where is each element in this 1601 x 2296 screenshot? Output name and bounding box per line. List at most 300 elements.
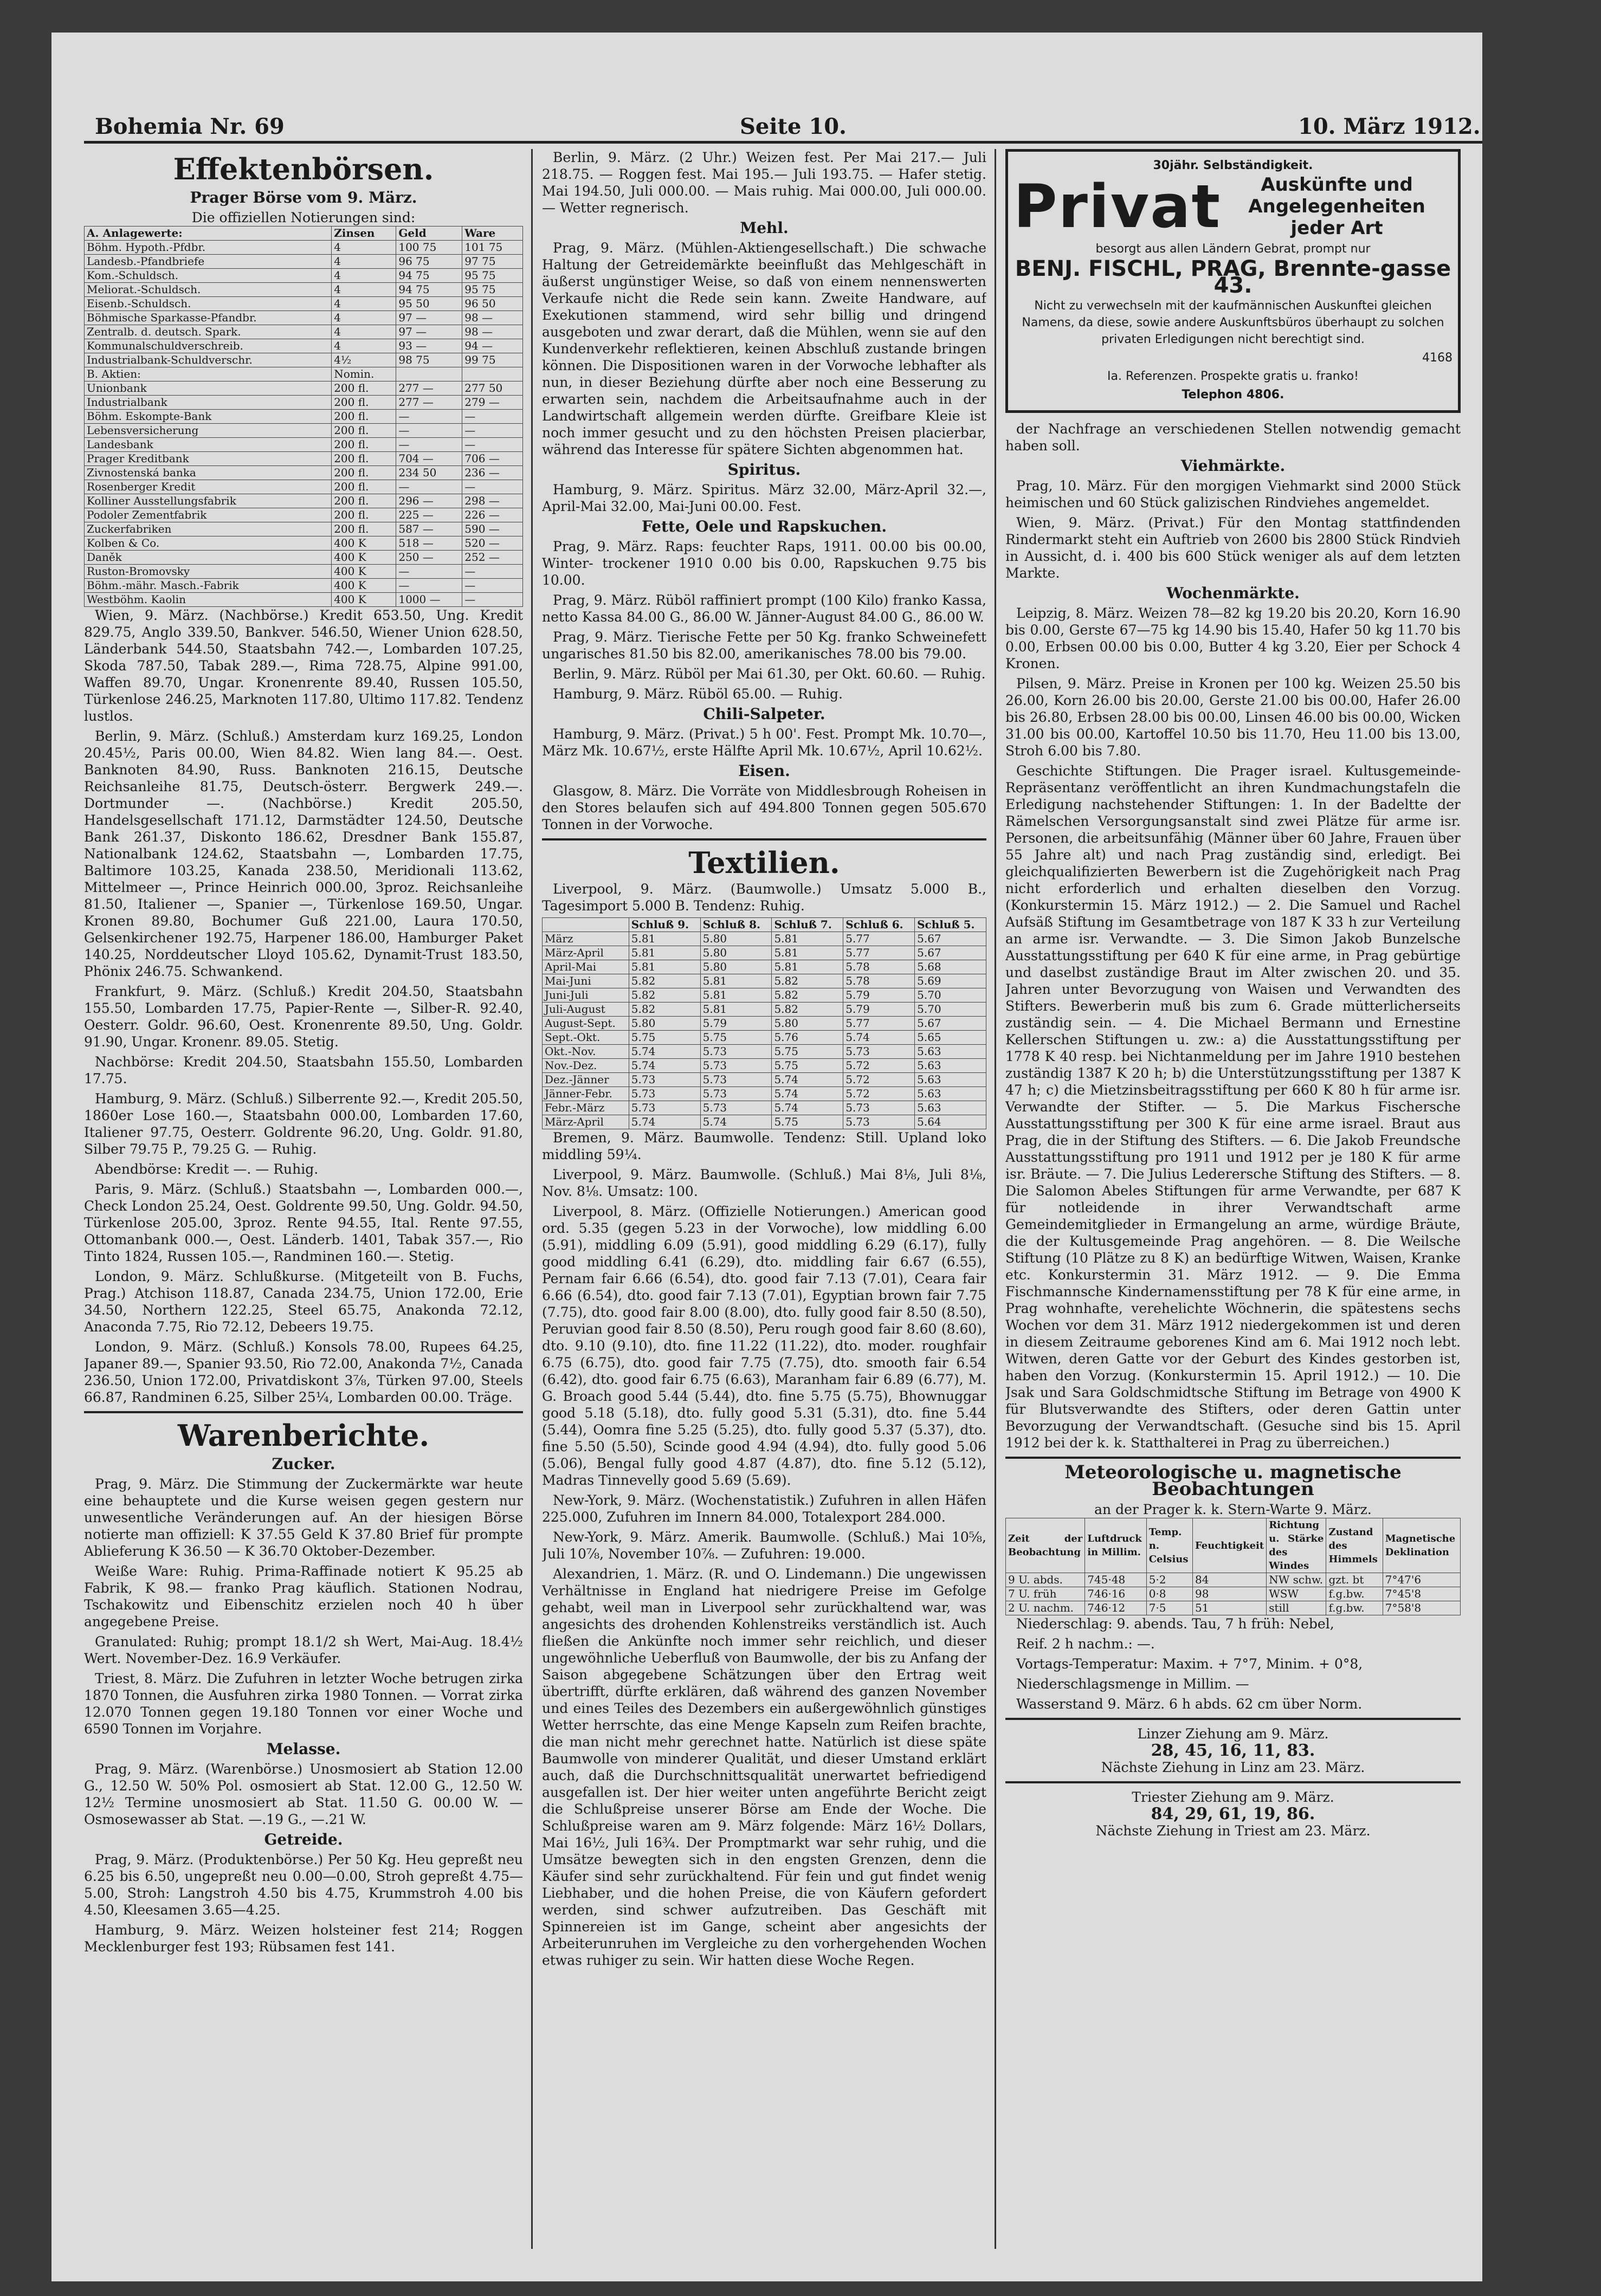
table-cell: — bbox=[462, 593, 523, 607]
table-cell: 200 fl. bbox=[332, 522, 396, 536]
subsection-spirits: Spiritus. bbox=[727, 461, 801, 478]
table-cell: 298 — bbox=[462, 494, 523, 508]
table-row bbox=[85, 579, 523, 593]
table-cell: 1000 — bbox=[396, 593, 462, 607]
table-cell: 7·5 bbox=[1146, 1601, 1192, 1615]
table-cell: 5.81 bbox=[700, 974, 772, 988]
table-cell: 5.63 bbox=[915, 1059, 986, 1073]
table-cell: 704 — bbox=[396, 452, 462, 466]
table-cell: 5.73 bbox=[700, 1045, 772, 1059]
table-row bbox=[85, 410, 523, 424]
table-cell: 5.75 bbox=[700, 1031, 772, 1045]
table-cell: 520 — bbox=[462, 536, 523, 551]
table-cell: 5.74 bbox=[843, 1031, 915, 1045]
paragraph: Glasgow, 8. März. Die Vorräte von Middlesbrough Roheisen in den Stores belaufen sich auf 494.800 Tonnen gegen 505.670 Tonnen in der Vorwoche. bbox=[542, 783, 986, 832]
table-cell: 4 bbox=[332, 339, 396, 353]
table-cell: 5.79 bbox=[700, 1017, 772, 1031]
table-cell: 4 bbox=[332, 241, 396, 255]
table-cell: Nov.-Dez. bbox=[543, 1059, 629, 1073]
table-cell: 400 K bbox=[332, 579, 396, 593]
table-cell: 5.73 bbox=[700, 1059, 772, 1073]
table-cell bbox=[462, 367, 523, 381]
table-header-cell: Schluß 5. bbox=[915, 918, 986, 932]
table-cell: 5.75 bbox=[772, 1059, 843, 1073]
table-cell: — bbox=[396, 579, 462, 593]
table-cell: 279 — bbox=[462, 396, 523, 410]
subsection-weekly-markets: Wochenmärkte. bbox=[1166, 584, 1300, 602]
table-cell: — bbox=[462, 480, 523, 494]
table-cell: August-Sept. bbox=[543, 1017, 629, 1031]
table-cell: 5.63 bbox=[915, 1101, 986, 1115]
paragraph: New-York, 9. März. (Wochenstatistik.) Zufuhren in allen Häfen 225.000, Zufuhren im Innern 84.000, Totalexport 284.000. bbox=[542, 1492, 986, 1525]
table-cell: 587 — bbox=[396, 522, 462, 536]
paragraph: Vortags-Temperatur: Maxim. + 7°7, Minim. + 0°8, bbox=[1016, 1656, 1363, 1672]
table-cell: WSW bbox=[1267, 1587, 1326, 1601]
header-rule bbox=[84, 141, 1482, 144]
table-cell: Mai-Juni bbox=[543, 974, 629, 988]
table-cell: Industrialbank-Schuldverschr. bbox=[85, 353, 332, 367]
table-row bbox=[85, 466, 523, 480]
table-cell: 5.73 bbox=[700, 1087, 772, 1101]
table-header-cell: Luftdruck in Millim. bbox=[1085, 1518, 1146, 1573]
table-header-cell: Zinsen bbox=[332, 227, 396, 241]
table-cell: 5.77 bbox=[843, 946, 915, 960]
table-row bbox=[85, 396, 523, 410]
table-cell: 5.72 bbox=[843, 1059, 915, 1073]
section-title-weather: Meteorologische u. magnetische Beobachtungen bbox=[1064, 1461, 1402, 1500]
paragraph: Alexandrien, 1. März. (R. und O. Lindemann.) Die ungewissen Verhältnisse in England hat niedrigere Preise im Gefolge gehabt, weil man in Liverpool sehr zurückhaltend war, was angesichts des drohenden Kohlenstreiks verständlich ist. Auch fließen die Ankünfte noch immer sehr reichlich, und dieser ungewöhnliche Ueberfluß von Baumwolle, der bis zu Anfang der Saison abgegebene Schätzungen über den Ertrag weit übertrifft, dürfte erklären, daß während des ganzen November und eines Teiles des Dezembers ein außergewöhnlich günstiges Wetter herrschte, das eine Menge Kapseln zum Reifen brachte, die man nicht mehr gerechnet hatte. Natürlich ist diese späte Baumwolle von minderer Qualität, und dieser Umstand erklärt auch, daß die Durchschnittsqualität unerwartet befriedigend ausgefallen ist. Der hier weiter unten angeführte Bericht zeigt die Schlußpreise unserer Börse am Ende der Woche. Die Schlußpreise waren am 9. März folgende: März 16½ Dollars, Mai 16½, Juli 16¾. Der Promptmarkt war sehr ruhig, und die Umsätze bewegten sich in den engsten Grenzen, denn die Käufer sind sehr zurückhaltend. Für fein und gut findet wenig Liebhaber, und die hohen Preise, die von Käufern gefordert werden, sind schwer aufzutreiben. Das Geschäft mit Spinnereien ist im Gange, scheint aber angesichts der Arbeiterunruhen im Vergleiche zu den vorhergehenden Wochen etwas ruhiger zu sein. Wir hatten diese Woche Regen. bbox=[542, 1566, 986, 1968]
table-cell: — bbox=[462, 438, 523, 452]
table-cell: 200 fl. bbox=[332, 424, 396, 438]
cattle-reports bbox=[1005, 477, 1461, 581]
table-cell: 5.74 bbox=[629, 1115, 700, 1129]
table-header-cell: Schluß 8. bbox=[700, 918, 772, 932]
column-3 bbox=[1005, 149, 1461, 2249]
page-date: 10. März 1912. bbox=[1298, 114, 1481, 139]
advertisement-private-inquiries bbox=[1005, 149, 1461, 413]
table-cell: 5.81 bbox=[629, 932, 700, 946]
table-cell: Meliorat.-Schuldsch. bbox=[85, 283, 332, 297]
table-cell: 5.82 bbox=[772, 1003, 843, 1017]
table-header-cell: A. Anlagewerte: bbox=[85, 227, 332, 241]
table-cell: 236 — bbox=[462, 466, 523, 480]
table-cell: 5.80 bbox=[700, 932, 772, 946]
table-cell: 95 75 bbox=[462, 269, 523, 283]
table-cell: — bbox=[396, 424, 462, 438]
lottery-triest-next: Nächste Ziehung in Triest am 23. März. bbox=[1095, 1823, 1371, 1839]
table-cell: 5.73 bbox=[700, 1101, 772, 1115]
table-cell: Westböhm. Kaolin bbox=[85, 593, 332, 607]
table-cell: 4½ bbox=[332, 353, 396, 367]
paragraph: Wasserstand 9. März. 6 h abds. 62 cm über Norm. bbox=[1016, 1696, 1363, 1712]
table-row bbox=[85, 424, 523, 438]
table-row bbox=[543, 1087, 986, 1101]
table-row bbox=[85, 508, 523, 522]
table-cell: 5.67 bbox=[915, 946, 986, 960]
table-cell: 2 U. nachm. bbox=[1006, 1601, 1085, 1615]
table-cell: — bbox=[396, 565, 462, 579]
ad-telephone: Telephon 4806. bbox=[1182, 388, 1284, 402]
table-header-cell: Zeit der Beobachtung bbox=[1006, 1518, 1085, 1573]
paragraph: Granulated: Ruhig; prompt 18.1/2 sh Wert, Mai-Aug. 18.4½ Wert. November-Dez. 16.9 Verkäufer. bbox=[84, 1634, 523, 1666]
table-cell: 5.81 bbox=[772, 946, 843, 960]
paragraph: Hamburg, 9. März. (Schluß.) Silberrente 92.—, Kredit 205.50, 1860er Lose 160.—, Staatsbahn 000.00, Lombarden 17.60, Italiener 97.75, Oesterr. Goldrente 96.20, Ung. Goldr. 91.80, Silber 79.75 P., 79.25 G. — Ruhig. bbox=[84, 1091, 523, 1157]
table-cell: 518 — bbox=[396, 536, 462, 551]
table-cell: Kolben & Co. bbox=[85, 536, 332, 551]
table-cell: März-April bbox=[543, 946, 629, 960]
table-cell: — bbox=[396, 410, 462, 424]
table-cell: 98 75 bbox=[396, 353, 462, 367]
subsection-cattle: Viehmärkte. bbox=[1180, 457, 1286, 475]
divider bbox=[1005, 1781, 1461, 1783]
table-cell: 5.73 bbox=[843, 1045, 915, 1059]
table-cell: 5.73 bbox=[629, 1073, 700, 1087]
table-cell: 97 — bbox=[396, 311, 462, 325]
table-cell: 5.77 bbox=[843, 932, 915, 946]
column-2 bbox=[542, 149, 986, 2249]
table-cell: 5.73 bbox=[843, 1101, 915, 1115]
table-row bbox=[85, 255, 523, 269]
table-cell: 5.81 bbox=[700, 988, 772, 1003]
table-cell: 225 — bbox=[396, 508, 462, 522]
cotton-reports bbox=[542, 1129, 986, 1969]
table-cell: März bbox=[543, 932, 629, 946]
cotton-table bbox=[542, 917, 986, 1129]
table-cell: 590 — bbox=[462, 522, 523, 536]
table-header-cell: Temp. n. Celsius bbox=[1146, 1518, 1192, 1573]
paragraph: Abendbörse: Kredit —. — Ruhig. bbox=[95, 1161, 319, 1177]
table-cell: 400 K bbox=[332, 551, 396, 565]
table-cell: 5.81 bbox=[700, 1003, 772, 1017]
table-row bbox=[1006, 1601, 1461, 1615]
paragraph: Paris, 9. März. (Schluß.) Staatsbahn —, Lombarden 000.—, Check London 25.24, Oest. Goldrente 99.50, Ung. Goldr. 94.50, Türkenlose 205.00, 3proz. Rente 94.55, Ital. Rente 97.55, Ottomanbank 000.—, Oest. Länderb. 1401, Tabak 357.—, Rio Tinto 1824, Russen 105.—, Randminen 160.—. Stetig. bbox=[84, 1181, 523, 1264]
table-cell: 200 fl. bbox=[332, 466, 396, 480]
grain-reports bbox=[84, 1851, 523, 1955]
table-cell: 0·8 bbox=[1146, 1587, 1192, 1601]
table-cell: 5.80 bbox=[700, 960, 772, 974]
table-cell: 200 fl. bbox=[332, 396, 396, 410]
table-row bbox=[85, 311, 523, 325]
table-row bbox=[85, 339, 523, 353]
paragraph: Prag, 9. März. Die Stimmung der Zuckermärkte war heute eine behauptete und die Kurse weisen gegen gestern nur unwesentliche Veränderungen auf. An der hiesigen Börse notierte man offiziell: K 37.55 Geld K 37.80 Brief für prompte Ablieferung K 36.50 — K 36.70 Oktober-Dezember. bbox=[84, 1476, 523, 1559]
table-cell: 5.81 bbox=[629, 946, 700, 960]
table-cell: 746·12 bbox=[1085, 1601, 1146, 1615]
table-cell: Prager Kreditbank bbox=[85, 452, 332, 466]
table-cell: 7°47'6 bbox=[1383, 1573, 1460, 1587]
table-cell: 5.76 bbox=[772, 1031, 843, 1045]
table-cell: Zivnostenská banka bbox=[85, 466, 332, 480]
stock-table bbox=[84, 226, 523, 607]
table-cell: 745·48 bbox=[1085, 1573, 1146, 1587]
table-cell: 5.63 bbox=[915, 1045, 986, 1059]
table-cell: Kom.-Schuldsch. bbox=[85, 269, 332, 283]
paragraph: Pilsen, 9. März. Preise in Kronen per 100 kg. Weizen 25.50 bis 26.00, Korn 26.00 bis 20.00, Gerste 21.00 bis 00.00, Hafer 26.00 bis 26.80, Erbsen 28.00 bis 00.00, Linsen 46.00 bis 00.00, Wicken 31.00 bis 00.00, Kartoffel 10.50 bis 11.70, Heu 11.00 bis 13.00, Stroh 6.00 bis 7.80. bbox=[1005, 676, 1461, 759]
column-1 bbox=[84, 149, 523, 2249]
ad-tagline: 30jähr. Selbständigkeit. bbox=[1153, 159, 1313, 172]
table-cell: 5·2 bbox=[1146, 1573, 1192, 1587]
table-cell: 5.69 bbox=[915, 974, 986, 988]
table-cell: — bbox=[462, 424, 523, 438]
paragraph: Weiße Ware: Ruhig. Prima-Raffinade notiert K 95.25 ab Fabrik, K 98.— franko Prag käuflich. Stationen Nodrau, Tschakowitz und Eibenschitz erzielen noch 40 h über angegebene Preise. bbox=[84, 1563, 523, 1629]
table-header-cell: Schluß 6. bbox=[843, 918, 915, 932]
table-cell: 400 K bbox=[332, 565, 396, 579]
paragraph: Berlin, 9. März. Rüböl per Mai 61.30, per Okt. 60.60. — Ruhig. bbox=[553, 666, 986, 682]
table-header-cell: Geld bbox=[396, 227, 462, 241]
stock-reports bbox=[84, 607, 523, 1406]
paragraph: Geschichte Stiftungen. Die Prager israel. Kultusgemeinde-Repräsentanz veröffentlicht an ihren Kundmachungstafeln die Erledigung nachstehender Stiftungen: 1. In der Badeltte der Rämelschen Versorgungsanstalt sind zwei Plätze für arme isr. Personen, die arbeitsunfähig (Männer über 60 Jahre, Frauen über 55 Jahre alt) und nach Prag zuständig sind, erledigt. Bei gleichqualifizierten Bewerbern ist die Zugehörigkeit nach Prag nicht erforderlich und erhalten dieselben den Vorzug. (Konkurstermin 15. März 1912.) — 2. Die Samuel und Rachel Aufsäß Stiftung im Gesamtbetrage von 187 K 33 h zur Verteilung an arme isr. Verwandte. — 3. Die Simon Jakob Bunzelsche Ausstattungsstiftung per 640 K für eine arme, in Prag gebürtige und daselbst zuständige Braut im Alter zwischen 20. und 35. Jahren unter Bevorzugung von Waisen und Verwandten des Stifters. Bewerberin muß bis zum 6. Grade mütterlicherseits zuständig sein. — 4. Die Michael Bermann und Ernestine Kellerschen Stiftungen u. zw.: a) die Ausstattungsstiftung per 1778 K 40 resp. bei Nichtanmeldung per im Jahre 1910 bestehen zuständig 1387 K 20 h; b) die Unterstützungsstiftung per 1387 K 47 h; c) die Mietzinsbeitragsstiftung per 660 K 80 h für arme isr. Verwandte der Stifter. — 5. Die Markus Fischersche Ausstattungsstiftung per 300 K für eine arme israel. Braut aus Prag, die in der Stiftung des Stifters. — 6. Die Jakob Freundsche Ausstattungsstiftung pro 1911 und 1912 per je 180 K für arme isr. Bräute. — 7. Die Julius Lederersche Stiftung des Stifters. — 8. Die Salomon Abeles Stiftungen für arme Verwandte, per 687 K für notleidende in ihrer Verwandtschaft arme Gemeindemitglieder in Ermangelung an arme, würdige Bräute, die der Kultusgemeinde Prag angehören. — 8. Die Weilsche Stiftung (10 Plätze zu 8 K) an bedürftige Witwen, Waisen, Kranke etc. Konkurstermin 31. März 1912. — 9. Die Emma Fischmannsche Kindernamensstiftung per 78 K für eine arme, in Prag wohnhafte, verehelichte Wöchnerin, die spätestens sechs Wochen vor dem 31. März 1912 niedergekommen ist und deren in diesem Zeitraume geborenes Kind am 6. Mai 1912 noch lebt. Witwen, deren Gatte vor der Geburt des Kindes gestorben ist, haben den Vorzug. (Konkurstermin 15. April 1912.) — 10. Die Jsak und Sara Goldschmidtsche Stiftung im Betrage von 4900 K für Blutsverwandte des Stifters, oder deren Gattin unter Bevorzugung der Verwandtschaft. (Gesuche sind bis 15. April 1912 bei der k. k. Statthalterei in Prag zu überreichen.) bbox=[1005, 763, 1461, 1451]
table-row bbox=[85, 283, 523, 297]
table-cell: 4 bbox=[332, 269, 396, 283]
paragraph: New-York, 9. März. Amerik. Baumwolle. (Schluß.) Mai 10⅝, Juli 10⅞, November 10⅞. — Zufuhren: 19.000. bbox=[542, 1529, 986, 1562]
table-cell: 5.64 bbox=[915, 1115, 986, 1129]
table-cell: 5.75 bbox=[772, 1045, 843, 1059]
table-cell bbox=[396, 367, 462, 381]
table-cell: 250 — bbox=[396, 551, 462, 565]
table-cell: 200 fl. bbox=[332, 508, 396, 522]
table-cell: 5.82 bbox=[772, 974, 843, 988]
table-cell: 400 K bbox=[332, 536, 396, 551]
table-cell: 5.81 bbox=[772, 960, 843, 974]
paragraph: Triest, 8. März. Die Zufuhren in letzter Woche betrugen zirka 1870 Tonnen, die Ausfuhren zirka 1980 Tonnen. — Vorrat zirka 12.070 Tonnen gegen 19.180 Tonnen vor einer Woche und 6590 Tonnen im Vorjahre. bbox=[84, 1671, 523, 1737]
table-cell: Nomin. bbox=[332, 367, 396, 381]
table-row bbox=[543, 1031, 986, 1045]
flour-reports bbox=[542, 240, 986, 458]
lottery-linz-numbers: 28, 45, 16, 11, 83. bbox=[1151, 1741, 1315, 1760]
molasses-reports bbox=[84, 1761, 523, 1828]
table-row bbox=[85, 353, 523, 367]
paragraph: Hamburg, 9. März. Weizen holsteiner fest 214; Roggen Mecklenburger fest 193; Rübsamen fest 141. bbox=[84, 1922, 523, 1955]
table-cell: 94 75 bbox=[396, 283, 462, 297]
table-cell: 5.74 bbox=[629, 1045, 700, 1059]
table-cell: 98 bbox=[1193, 1587, 1267, 1601]
table-cell: f.g.bw. bbox=[1326, 1587, 1383, 1601]
table-cell: 5.80 bbox=[629, 1017, 700, 1031]
table-row bbox=[543, 1059, 986, 1073]
divider bbox=[1005, 1457, 1461, 1459]
table-cell: Jänner-Febr. bbox=[543, 1087, 629, 1101]
table-cell: 706 — bbox=[462, 452, 523, 466]
table-cell: Unionbank bbox=[85, 381, 332, 396]
table-cell: Böhm.-mähr. Masch.-Fabrik bbox=[85, 579, 332, 593]
table-row bbox=[543, 1045, 986, 1059]
table-cell: — bbox=[462, 565, 523, 579]
continued-text bbox=[1005, 421, 1461, 454]
paragraph: Nachbörse: Kredit 204.50, Staatsbahn 155.50, Lombarden 17.75. bbox=[84, 1054, 523, 1086]
subsection-sugar: Zucker. bbox=[272, 1455, 335, 1473]
table-cell: — bbox=[462, 410, 523, 424]
table-cell: 5.77 bbox=[843, 1017, 915, 1031]
subsection-grain: Getreide. bbox=[264, 1831, 343, 1848]
table-cell: 200 fl. bbox=[332, 381, 396, 396]
table-row bbox=[1006, 1587, 1461, 1601]
paragraph: Bremen, 9. März. Baumwolle. Tendenz: Still. Upland loko middling 59¼. bbox=[542, 1130, 986, 1162]
table-cell: 98 — bbox=[462, 325, 523, 339]
table-cell: NW schw. bbox=[1267, 1573, 1326, 1587]
table-row bbox=[85, 522, 523, 536]
iron-reports bbox=[542, 782, 986, 833]
saltpeter-reports bbox=[542, 726, 986, 759]
paragraph: Prag, 9. März. (Mühlen-Aktiengesellschaft.) Die schwache Haltung der Getreidemärkte beeinflußt das Mehlgeschäft in äußerst ungünstiger Weise, so daß von einem nennenswerten Verkaufe nicht die Rede sein kann. Zweite Handware, auf Exekutionen stammend, wird sehr billig und dringend ausgeboten und zwar derart, daß die Mühlen, wenn sie auf den Kundenverkehr reflektieren, keinen Abschluß zustande bringen können. Die Dispositionen waren in der Vorwoche lebhafter als nun, in dieser Beziehung dürfte aber noch eine Besserung zu erwarten sein, nachdem die Arbeitsaufnahme auch in der Landwirtschaft allgemein werden dürfte. Greifbare Kleie ist noch immer gesucht und zu den höchsten Preisen placierbar, während das Interesse für spätere Sichten abgenommen hat. bbox=[542, 240, 986, 457]
table-cell: 5.75 bbox=[772, 1115, 843, 1129]
table-cell: 5.63 bbox=[915, 1073, 986, 1087]
table-cell: 5.75 bbox=[629, 1031, 700, 1045]
table-row bbox=[85, 536, 523, 551]
table-cell: f.g.bw. bbox=[1326, 1601, 1383, 1615]
table-cell: 4 bbox=[332, 255, 396, 269]
table-cell: 200 fl. bbox=[332, 438, 396, 452]
table-cell: Lebensversicherung bbox=[85, 424, 332, 438]
table-cell: 84 bbox=[1193, 1573, 1267, 1587]
table-row bbox=[85, 551, 523, 565]
table-cell: Landesb.-Pfandbriefe bbox=[85, 255, 332, 269]
table-cell: März-April bbox=[543, 1115, 629, 1129]
table-cell: 5.78 bbox=[843, 960, 915, 974]
table-cell: 94 — bbox=[462, 339, 523, 353]
ad-disclaimer: Nicht zu verwechseln mit der kaufmännischen Auskunftei gleichen Namens, da diese, sowie andere Auskunftsbüros überhaupt zu solchen privaten Erledigungen nicht berechtigt sind. bbox=[1022, 299, 1444, 346]
table-row bbox=[543, 1115, 986, 1129]
table-cell: Juni-Juli bbox=[543, 988, 629, 1003]
table-cell: 101 75 bbox=[462, 241, 523, 255]
table-cell: 5.67 bbox=[915, 1017, 986, 1031]
table-cell: Zuckerfabriken bbox=[85, 522, 332, 536]
table-cell: 5.73 bbox=[629, 1087, 700, 1101]
table-cell: 5.82 bbox=[772, 988, 843, 1003]
table-cell: 95 75 bbox=[462, 283, 523, 297]
table-cell: gzt. bt bbox=[1326, 1573, 1383, 1587]
table-cell: 98 — bbox=[462, 311, 523, 325]
table-cell: 277 — bbox=[396, 381, 462, 396]
table-row bbox=[85, 452, 523, 466]
table-cell: 5.67 bbox=[915, 932, 986, 946]
table-row bbox=[543, 932, 986, 946]
table-cell: 226 — bbox=[462, 508, 523, 522]
table-row bbox=[543, 974, 986, 988]
table-cell: Böhm. Hypoth.-Pfdbr. bbox=[85, 241, 332, 255]
paragraph: Niederschlagsmenge in Millim. — bbox=[1016, 1676, 1249, 1692]
table-row bbox=[543, 946, 986, 960]
table-cell: 277 — bbox=[396, 396, 462, 410]
paragraph: London, 9. März. Schlußkurse. (Mitgeteilt von B. Fuchs, Prag.) Atchison 118.87, Canada 234.75, Union 172.00, Erie 34.50, Northern 122.25, Steel 65.75, Anakonda 72.12, Anaconda 7.75, Rio 72.12, Debeers 19.75. bbox=[84, 1269, 523, 1335]
table-cell: 5.79 bbox=[843, 1003, 915, 1017]
paragraph: der Nachfrage an verschiedenen Stellen notwendig gemacht haben soll. bbox=[1005, 421, 1461, 454]
paragraph: Prag, 9. März. Rüböl raffiniert prompt (100 Kilo) franko Kassa, netto Kassa 84.00 G., 86.00 W. Jänner-August 84.00 G., 86.00 W. bbox=[542, 592, 986, 625]
table-cell: Rosenberger Kredit bbox=[85, 480, 332, 494]
ad-code: 4168 bbox=[1422, 351, 1452, 365]
ad-side-text: Auskünfte und Angelegenheiten jeder Art bbox=[1248, 174, 1425, 239]
table-cell: Eisenb.-Schuldsch. bbox=[85, 297, 332, 311]
table-cell: Zentralb. d. deutsch. Spark. bbox=[85, 325, 332, 339]
table-cell: 4 bbox=[332, 325, 396, 339]
table-cell: 5.73 bbox=[700, 1073, 772, 1087]
newspaper-page bbox=[51, 33, 1482, 2281]
table-cell: — bbox=[396, 480, 462, 494]
table-cell: Okt.-Nov. bbox=[543, 1045, 629, 1059]
ad-line: besorgt aus allen Ländern Gebrat, prompt nur bbox=[1095, 242, 1371, 256]
section-title-stock: Effektenbörsen. bbox=[173, 152, 434, 186]
paragraph: Prag, 9. März. (Warenbörse.) Unosmosiert ab Station 12.00 G., 12.50 W. 50% Pol. osmosiert ab Stat. 12.00 G., 12.50 W. 12½ Termine unosmosiert ab Stat. 11.50 G. 00.00 W. — Osmosewasser ab Stat. —.19 G., —.21 W. bbox=[84, 1761, 523, 1827]
table-cell: 5.81 bbox=[772, 932, 843, 946]
table-cell: 5.68 bbox=[915, 960, 986, 974]
table-row bbox=[543, 1003, 986, 1017]
table-row bbox=[85, 593, 523, 607]
section-title-textiles: Textilien. bbox=[688, 845, 840, 880]
paragraph: Hamburg, 9. März. Spiritus. März 32.00, März-April 32.—, April-Mai 32.00, Mai-Juni 00.00. Fest. bbox=[542, 482, 986, 514]
table-cell: April-Mai bbox=[543, 960, 629, 974]
table-cell: 5.74 bbox=[772, 1087, 843, 1101]
subsection-flour: Mehl. bbox=[740, 219, 789, 237]
divider bbox=[542, 838, 986, 840]
paragraph: Reif. 2 h nachm.: —. bbox=[1016, 1636, 1155, 1652]
weather-subtitle: an der Prager k. k. Stern-Warte 9. März. bbox=[1094, 1502, 1372, 1517]
paragraph: Prag, 9. März. Raps: feuchter Raps, 1911. 00.00 bis 00.00, Winter- trockener 1910 0.00 bis 0.00, Rapskuchen 9.75 bis 10.00. bbox=[542, 539, 986, 588]
table-header-cell: Ware bbox=[462, 227, 523, 241]
table-cell: 97 75 bbox=[462, 255, 523, 269]
paragraph: Prag, 9. März. Tierische Fette per 50 Kg. franko Schweinefett ungarisches 81.50 bis 82.00, amerikanisches 78.00 bis 79.00. bbox=[542, 629, 986, 662]
table-cell: Böhmische Sparkasse-Pfandbr. bbox=[85, 311, 332, 325]
table-header-cell: Zustand des Himmels bbox=[1326, 1518, 1383, 1573]
table-cell: 252 — bbox=[462, 551, 523, 565]
table-cell: 93 — bbox=[396, 339, 462, 353]
table-cell: still bbox=[1267, 1601, 1326, 1615]
table-cell: Sept.-Okt. bbox=[543, 1031, 629, 1045]
table-header-cell: Schluß 7. bbox=[772, 918, 843, 932]
table-row bbox=[85, 480, 523, 494]
table-cell: Ruston-Bromovsky bbox=[85, 565, 332, 579]
grain-berlin bbox=[542, 149, 986, 216]
weather-notes bbox=[1005, 1615, 1461, 1712]
paragraph: Niederschlag: 9. abends. Tau, 7 h früh: Nebel, bbox=[1016, 1616, 1334, 1632]
table-cell: 95 50 bbox=[396, 297, 462, 311]
paragraph: Berlin, 9. März. (2 Uhr.) Weizen fest. Per Mai 217.— Juli 218.75. — Roggen fest. Mai 195.— Juli 193.75. — Hafer stetig. Mai 194.50, Juli 000.00. — Mais ruhig. Mai 000.00, Juli 000.00. — Wetter regnerisch. bbox=[542, 150, 986, 216]
table-cell: 51 bbox=[1193, 1601, 1267, 1615]
table-cell: 5.65 bbox=[915, 1031, 986, 1045]
paragraph: Prag, 10. März. Für den morgigen Viehmarkt sind 2000 Stück heimischen und 60 Stück galizischen Rindviehes angemeldet. bbox=[1005, 478, 1461, 510]
paragraph: Hamburg, 9. März. (Privat.) 5 h 00'. Fest. Prompt Mk. 10.70—, März Mk. 10.67½, erste Hälfte April Mk. 10.67½, April 10.62½. bbox=[542, 726, 986, 759]
paragraph: Liverpool, 9. März. Baumwolle. (Schluß.) Mai 8⅛, Juli 8⅛, Nov. 8⅛. Umsatz: 100. bbox=[542, 1167, 986, 1199]
table-cell: 9 U. abds. bbox=[1006, 1573, 1085, 1587]
paragraph: Berlin, 9. März. (Schluß.) Amsterdam kurz 169.25, London 20.45½, Paris 00.00, Wien 84.82. Wien lang 84.—. Oest. Banknoten 84.90, Russ. Banknoten 216.15, Deutsche Reichsanleihe 81.75, Deutsch-österr. Bergwerk 249.—. Dortmunder —. (Nachbörse.) Kredit 205.50, Handelsgesellschaft 171.12, Darmstädter 124.50, Deutsche Bank 261.37, Diskonto 186.62, Dresdner Bank 155.87, Nationalbank 124.62, Staatsbahn —, Lombarden 17.75, Baltimore 103.25, Kanada 238.50, Meridionali 113.62, Mittelmeer —, Prince Heinrich 000.00, 3proz. Reichsanleihe 81.50, Italiener —, Spanier —, Türkenlose 169.50, Ungar. Kronen 89.80, Bochumer Guß 221.00, Laura 170.50, Gelsenkirchener 192.75, Harpener 186.00, Hamburger Paket 140.25, Norddeutscher Lloyd 105.62, Dynamit-Trust 183.50, Phönix 246.75. Schwankend. bbox=[84, 728, 523, 979]
paragraph: Wien, 9. März. (Nachbörse.) Kredit 653.50, Ung. Kredit 829.75, Anglo 339.50, Bankver. 546.50, Wiener Union 628.50, Länderbank 544.50, Staatsbahn 742.—, Lombarden 107.25, Skoda 787.50, Tabak 289.—, Rima 728.75, Alpine 991.00, Waffen 89.70, Ungar. Kronenrente 89.40, Russen 105.50, Türkenlose 246.25, Marknoten 117.80, Ultimo 117.82. Tendenz lustlos. bbox=[84, 607, 523, 724]
foundations-notice bbox=[1005, 762, 1461, 1451]
table-cell: 5.73 bbox=[843, 1115, 915, 1129]
lottery-linz-next: Nächste Ziehung in Linz am 23. März. bbox=[1101, 1760, 1365, 1775]
table-cell: 99 75 bbox=[462, 353, 523, 367]
table-cell: 5.70 bbox=[915, 1003, 986, 1017]
subsection-molasses: Melasse. bbox=[266, 1740, 341, 1758]
table-header-cell: Schluß 9. bbox=[629, 918, 700, 932]
subsection-fats: Fette, Oele und Rapskuchen. bbox=[641, 518, 887, 535]
table-cell: — bbox=[462, 579, 523, 593]
table-cell: 7°45'8 bbox=[1383, 1587, 1460, 1601]
column-separator bbox=[995, 149, 996, 2249]
table-cell: 5.82 bbox=[629, 1003, 700, 1017]
table-cell: 400 K bbox=[332, 593, 396, 607]
paragraph: Frankfurt, 9. März. (Schluß.) Kredit 204.50, Staatsbahn 155.50, Lombarden 17.75, Papier-Rente —, Silber-R. 92.40, Oesterr. Goldr. 96.60, Oest. Kronenrente 89.50, Ung. Goldr. 91.90, Ungar. Kronenr. 89.05. Stetig. bbox=[84, 984, 523, 1050]
sugar-reports bbox=[84, 1476, 523, 1737]
table-row bbox=[85, 367, 523, 381]
table-row bbox=[85, 325, 523, 339]
table-cell: 5.79 bbox=[843, 988, 915, 1003]
subsection-saltpeter: Chili-Salpeter. bbox=[703, 705, 825, 723]
table-cell: Daněk bbox=[85, 551, 332, 565]
table-row bbox=[85, 565, 523, 579]
table-cell: 296 — bbox=[396, 494, 462, 508]
table-cell: 277 50 bbox=[462, 381, 523, 396]
table-row bbox=[85, 297, 523, 311]
ad-headline: Privat bbox=[1013, 172, 1222, 241]
divider bbox=[1005, 1718, 1461, 1720]
table-cell: 746·16 bbox=[1085, 1587, 1146, 1601]
